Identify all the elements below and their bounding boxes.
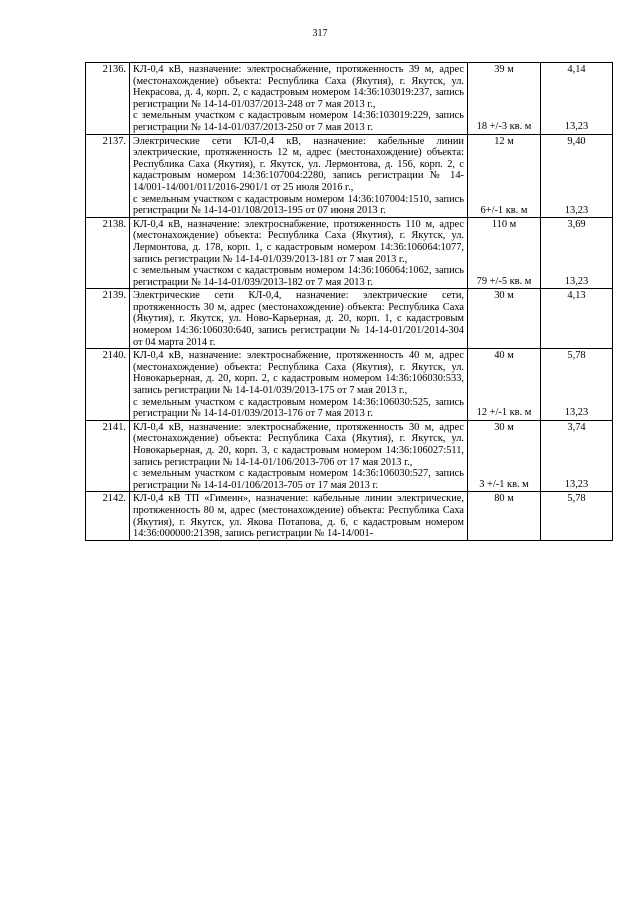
length-cell: [468, 420, 541, 492]
length-cell: [468, 492, 541, 540]
row-number: 2142.: [86, 492, 130, 540]
length-cell: [468, 289, 541, 349]
row-number: 2138.: [86, 217, 130, 289]
table-row: [86, 420, 613, 492]
row-number: 2141.: [86, 420, 130, 492]
object-description: [130, 420, 468, 492]
land-plot-area: 3 +/-1 кв. м: [479, 478, 529, 490]
object-description-text: КЛ-0,4 кВ, назначение: электроснабжение, протяженность 110 м, адрес (местонахождение) объекта: Республика Саха (Якутия), г. Якутск, ул. Лермонтова, д. 178, корп. 1, с кадастровым номером 14:36:106064:1077, запись регистрации № 14-14-01/039/2013-181 от 7 мая 2013 г.,: [133, 218, 464, 265]
table-row: [86, 217, 613, 289]
object-description: [130, 217, 468, 289]
object-length: 30 м: [494, 290, 514, 302]
land-plot-area: 12 +/-1 кв. м: [476, 407, 532, 419]
object-description: [130, 349, 468, 421]
object-value: 9,40: [567, 135, 586, 147]
property-registry-table: [85, 62, 613, 541]
land-plot-description: с земельным участком с кадастровым номером 14:36:106064:1062, запись регистрации № 14-14-01/039/2013-182 от 7 мая 2013 г.: [133, 265, 464, 288]
value-cell: [541, 289, 613, 349]
length-cell: [468, 134, 541, 217]
object-value: 3,69: [567, 218, 586, 230]
object-value: 4,14: [567, 64, 586, 75]
object-description-text: КЛ-0,4 кВ ТП «Гимеин», назначение: кабельные линии электрические, протяженность 80 м, адрес (местонахождение) объекта: Республика Саха (Якутия), г. Якутск, ул. Якова Потапова, д. 6, с кадастровым номером 14:36:000000:21398, запись регистрации № 14-14/001-: [133, 493, 464, 540]
land-plot-area: 6+/-1 кв. м: [480, 204, 528, 216]
row-number: 2139.: [86, 289, 130, 349]
page-number: 317: [312, 28, 328, 39]
object-description: [130, 134, 468, 217]
land-plot-area: 79 +/-5 кв. м: [476, 275, 532, 287]
land-plot-value: 13,23: [564, 478, 589, 490]
land-plot-value: 13,23: [564, 120, 589, 132]
object-length: 12 м: [494, 135, 514, 147]
object-value: 4,13: [567, 290, 586, 302]
land-plot-value: 13,23: [564, 275, 589, 287]
object-description: [130, 492, 468, 540]
object-description-text: КЛ-0,4 кВ, назначение: электроснабжение, протяженность 40 м, адрес (местонахождение) объекта: Республика Саха (Якутия), г. Якутск, ул. Новокарьерная, д. 20, корп. 2, с кадастровым номером 14:36:106030:533, запись регистрации № 14-14-01/039/2013-175 от 7 мая 2013 г.,: [133, 350, 464, 397]
land-plot-value: 13,23: [564, 407, 589, 419]
object-description: [130, 63, 468, 135]
table-row: [86, 63, 613, 135]
land-plot-description: с земельным участком с кадастровым номером 14:36:106030:527, запись регистрации № 14-14-01/106/2013-705 от 17 мая 2013 г.: [133, 468, 464, 491]
object-value: 5,78: [567, 350, 586, 362]
row-number: 2136.: [86, 63, 130, 135]
object-length: 80 м: [494, 493, 514, 505]
land-plot-area: 18 +/-3 кв. м: [476, 120, 532, 132]
land-plot-value: 13,23: [564, 204, 589, 216]
object-description-text: КЛ-0,4 кВ, назначение: электроснабжение, протяженность 30 м, адрес (местонахождение) объекта: Республика Саха (Якутия), г. Якутск, ул. Новокарьерная, д. 20, корп. 3, с кадастровым номером 14:36:106027:511, запись регистрации № 14-14-01/106/2013-706 от 17 мая 2013 г.,: [133, 421, 464, 468]
registry-table-body: [86, 63, 613, 541]
length-cell: [468, 63, 541, 135]
land-plot-description: с земельным участком с кадастровым номером 14:36:106030:525, запись регистрации № 14-14-01/039/2013-176 от 7 мая 2013 г.: [133, 396, 464, 420]
table-row: [86, 289, 613, 349]
object-length: 39 м: [494, 64, 514, 75]
object-description-text: Электрические сети КЛ-0,4 кВ, назначение: кабельные линии электрические, протяженность 12 м, адрес (местонахождение) объекта: Республика Саха (Якутия), г. Якутск, ул. Лермонтова, д. 156, корп. 2, с кадастровым номером 14:36:107004:2280, запись регистрации № 14-14/001-14/001/011/2016-2901/1 от 25 июля 2016 г.,: [133, 135, 464, 193]
length-cell: [468, 349, 541, 421]
object-description-text: Электрические сети КЛ-0,4, назначение: электрические сети, протяженность 30 м, адрес (местонахождение) объекта: Республика Саха (Якутия), г. Якутск, ул. Ново-Карьерная, д. 20, корп. 1, с кадастровым номером 14:36:106030:640, запись регистрации № 14-14-01/201/2014-304 от 04 марта 2014 г.: [133, 290, 464, 348]
value-cell: [541, 492, 613, 540]
object-length: 110 м: [491, 218, 517, 230]
object-description-text: КЛ-0,4 кВ, назначение: электроснабжение, протяженность 39 м, адрес (местонахождение) объекта: Республика Саха (Якутия), г. Якутск, ул. Некрасова, д. 4, корп. 2, с кадастровым номером 14:36:103019:237, запись регистрации № 14-14-01/037/2013-248 от 7 мая 2013 г.,: [133, 64, 464, 110]
object-description: [130, 289, 468, 349]
row-number: 2140.: [86, 349, 130, 421]
value-cell: [541, 349, 613, 421]
value-cell: [541, 134, 613, 217]
object-length: 30 м: [494, 421, 514, 433]
row-number: 2137.: [86, 134, 130, 217]
value-cell: [541, 63, 613, 135]
table-row: [86, 492, 613, 540]
object-length: 40 м: [494, 350, 514, 362]
length-cell: [468, 217, 541, 289]
value-cell: [541, 420, 613, 492]
value-cell: [541, 217, 613, 289]
object-value: 3,74: [567, 421, 586, 433]
table-row: [86, 349, 613, 421]
table-row: [86, 134, 613, 217]
land-plot-description: с земельным участком с кадастровым номером 14:36:103019:229, запись регистрации № 14-14-01/037/2013-250 от 7 мая 2013 г.: [133, 110, 464, 133]
land-plot-description: с земельным участком с кадастровым номером 14:36:107004:1510, запись регистрации № 14-14-01/108/2013-195 от 07 июня 2013 г.: [133, 193, 464, 217]
object-value: 5,78: [567, 493, 586, 505]
